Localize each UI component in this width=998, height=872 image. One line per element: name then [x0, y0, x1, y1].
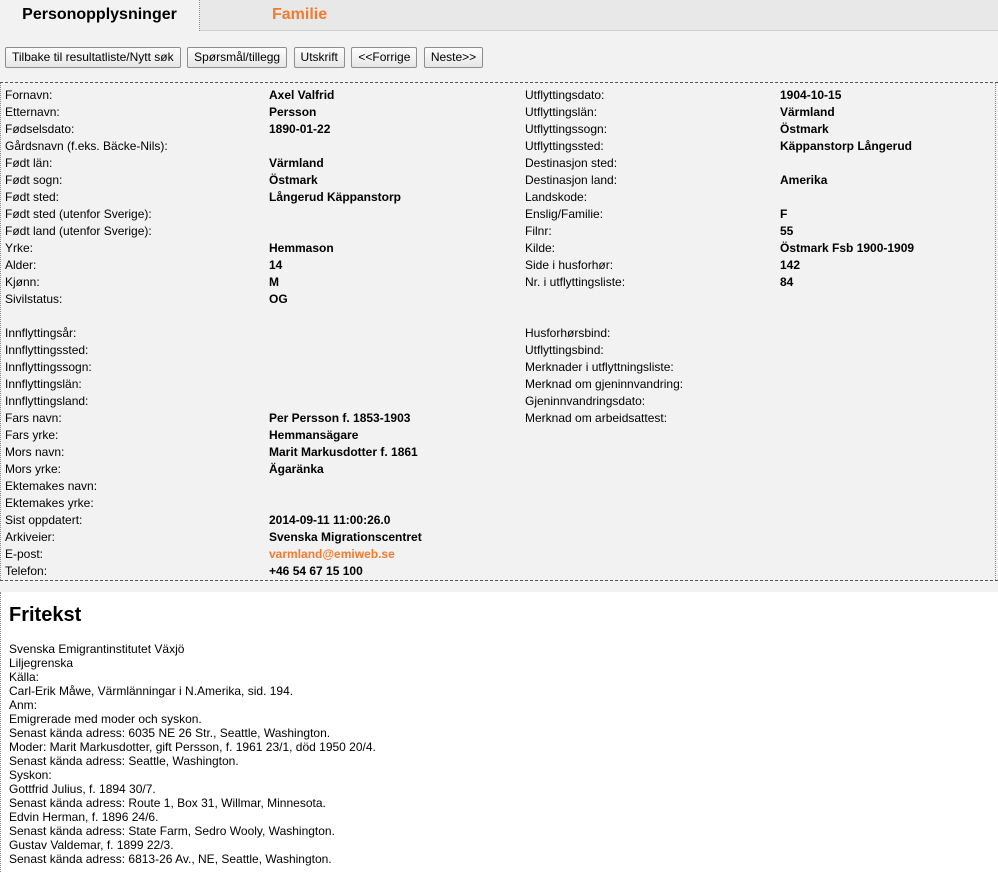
fritekst-line: Moder: Marit Markusdotter, gift Persson, f. 1961 23/1, död 1950 20/4. [9, 740, 376, 754]
field-label: Innflyttingsland: [5, 394, 89, 408]
field-row [5, 495, 529, 512]
fritekst-line: Senast kända adress: 6035 NE 26 Str., Seattle, Washington. [9, 726, 331, 740]
field-label: Destinasjon sted: [525, 156, 618, 170]
field-label: Kjønn: [5, 275, 40, 289]
field-label: Enslig/Familie: [525, 207, 604, 221]
fritekst-title: Fritekst [9, 604, 82, 626]
field-value: Per Persson f. 1853-1903 [269, 411, 411, 425]
field-label: Nr. i utflyttingsliste: [525, 275, 626, 289]
field-row [525, 155, 998, 172]
field-label: Født sted (utenfor Sverige): [5, 207, 152, 221]
field-row [5, 223, 529, 240]
field-value: Marit Markusdotter f. 1861 [269, 445, 418, 459]
field-row [5, 359, 529, 376]
field-row [5, 138, 529, 155]
fritekst-line: Svenska Emigrantinstitutet Växjö [9, 642, 185, 656]
tab-personopplysninger[interactable]: Personopplysninger [0, 0, 200, 31]
field-label: Født sogn: [5, 173, 63, 187]
field-value: Ägaränka [269, 462, 324, 476]
field-row [525, 376, 998, 393]
field-label: Innflyttingssted: [5, 343, 89, 357]
field-value: 55 [780, 224, 794, 238]
field-row [5, 104, 529, 121]
field-label: Fødselsdato: [5, 122, 75, 136]
field-row [5, 172, 529, 189]
field-value: Hemmason [269, 241, 334, 255]
field-label: Innflyttingsår: [5, 326, 77, 340]
field-row [525, 223, 998, 240]
divider-top [0, 82, 998, 83]
field-label: Født sted: [5, 190, 60, 204]
field-label: Utflyttingslän: [525, 105, 598, 119]
field-value: Persson [269, 105, 317, 119]
field-row [5, 257, 529, 274]
question-addition-button[interactable]: Spørsmål/tillegg [187, 47, 287, 68]
fritekst-line: Anm: [9, 698, 38, 712]
field-label: Alder: [5, 258, 37, 272]
fritekst-line: Senast kända adress: State Farm, Sedro Wooly, Washington. [9, 824, 335, 838]
field-label: Utflyttingsdato: [525, 88, 605, 102]
field-label: Gårdsnavn (f.eks. Bäcke-Nils): [5, 139, 168, 153]
field-value: Långerud Käppanstorp [269, 190, 402, 204]
field-row [5, 87, 529, 104]
field-row [5, 444, 529, 461]
divider-left [0, 83, 1, 580]
field-row [525, 393, 998, 410]
field-label: Telefon: [5, 564, 48, 578]
field-row [525, 138, 998, 155]
field-label: Utflyttingssted: [525, 139, 604, 153]
field-row [525, 206, 998, 223]
fritekst-line: Emigrerade med moder och syskon. [9, 712, 202, 726]
field-value: Käppanstorp Långerud [780, 139, 913, 153]
field-label: Yrke: [5, 241, 34, 255]
field-label: Innflyttingssogn: [5, 360, 92, 374]
field-row [5, 240, 529, 257]
email-link[interactable]: varmland@emiweb.se [269, 547, 395, 561]
field-value: 2014-09-11 11:00:26.0 [269, 513, 391, 527]
field-value: Östmark [269, 173, 318, 187]
field-label: Merknad om gjeninnvandring: [525, 377, 684, 391]
divider-bottom [0, 580, 998, 581]
field-label: Husforhørsbind: [525, 326, 611, 340]
field-label: Mors yrke: [5, 462, 62, 476]
field-value: Värmland [269, 156, 324, 170]
back-to-results-button[interactable]: Tilbake til resultatliste/Nytt søk [5, 47, 181, 68]
field-label: Ektemakes yrke: [5, 496, 94, 510]
field-row [5, 529, 529, 546]
field-row [5, 291, 529, 308]
field-label: Side i husforhør: [525, 258, 614, 272]
field-label: Merknader i utflyttningsliste: [525, 360, 674, 374]
tab-bar [0, 0, 998, 31]
field-row [5, 189, 529, 206]
field-label: E-post: [5, 547, 44, 561]
field-value: Amerika [780, 173, 828, 187]
field-value: Värmland [780, 105, 835, 119]
fritekst-line: Liljegrenska [9, 656, 74, 670]
next-button[interactable]: Neste>> [424, 47, 483, 68]
field-value: 84 [780, 275, 794, 289]
field-value: 1890-01-22 [269, 122, 331, 136]
field-row [525, 359, 998, 376]
field-label: Født land (utenfor Sverige): [5, 224, 152, 238]
field-row [5, 393, 529, 410]
field-label: Kilde: [525, 241, 556, 255]
field-value: M [269, 275, 279, 289]
fritekst-line: Edvin Herman, f. 1896 24/6. [9, 810, 159, 824]
field-value: 1904-10-15 [780, 88, 842, 102]
field-row [5, 478, 529, 495]
toolbar [5, 47, 485, 68]
fritekst-line: Syskon: [9, 768, 52, 782]
field-value: +46 54 67 15 100 [269, 564, 363, 578]
field-label: Mors navn: [5, 445, 65, 459]
field-label: Utflyttingsbind: [525, 343, 604, 357]
field-row [5, 376, 529, 393]
field-row [525, 291, 998, 308]
field-value: 142 [780, 258, 801, 272]
field-label: Født län: [5, 156, 53, 170]
print-button[interactable]: Utskrift [294, 47, 345, 68]
field-label: Innflyttingslän: [5, 377, 82, 391]
field-value: F [780, 207, 788, 221]
field-label: Utflyttingssogn: [525, 122, 608, 136]
field-row [525, 410, 998, 427]
field-row [525, 189, 998, 206]
field-label: Landskode: [525, 190, 588, 204]
fritekst-line: Källa: [9, 670, 40, 684]
field-row [5, 274, 529, 291]
field-row [525, 121, 998, 138]
field-row [5, 512, 529, 529]
field-row [525, 172, 998, 189]
tab-familie[interactable]: Familie [272, 6, 328, 23]
field-label: Sivilstatus: [5, 292, 63, 306]
field-row [5, 342, 529, 359]
field-row [5, 308, 529, 325]
fritekst-line: Senast kända adress: 6813-26 Av., NE, Seattle, Washington. [9, 852, 332, 866]
field-value: Östmark Fsb 1900-1909 [780, 241, 915, 255]
field-value: Svenska Migrationscentret [269, 530, 422, 544]
fritekst-line: Gottfrid Julius, f. 1894 30/7. [9, 782, 156, 796]
field-label: Arkiveier: [5, 530, 56, 544]
field-value: Hemmansägare [269, 428, 359, 442]
fritekst-text [9, 642, 376, 866]
fritekst-line: Senast kända adress: Seattle, Washington. [9, 754, 239, 768]
field-row [5, 563, 529, 580]
field-row [5, 546, 529, 563]
field-label: Gjeninnvandringsdato: [525, 394, 646, 408]
field-label: Sist oppdatert: [5, 513, 83, 527]
fritekst-line: Senast kända adress: Route 1, Box 31, Willmar, Minnesota. [9, 796, 326, 810]
field-row [525, 325, 998, 342]
field-row [5, 325, 529, 342]
field-row [5, 410, 529, 427]
field-row [5, 427, 529, 444]
field-label: Fornavn: [5, 88, 53, 102]
field-label: Etternavn: [5, 105, 60, 119]
field-row [525, 342, 998, 359]
fritekst-line: Carl-Erik Måwe, Värmlänningar i N.Amerika, sid. 194. [9, 684, 294, 698]
field-label: Destinasjon land: [525, 173, 618, 187]
field-row [525, 274, 998, 291]
field-row [525, 308, 998, 325]
field-value: Östmark [780, 122, 829, 136]
field-row [5, 206, 529, 223]
field-value: Axel Valfrid [269, 88, 335, 102]
field-label: Merknad om arbeidsattest: [525, 411, 668, 425]
field-row [525, 104, 998, 121]
field-label: Fars yrke: [5, 428, 59, 442]
field-row [525, 257, 998, 274]
field-value: OG [269, 292, 288, 306]
fritekst-line: Gustav Valdemar, f. 1899 22/3. [9, 838, 174, 852]
field-label: Fars navn: [5, 411, 62, 425]
previous-button[interactable]: <<Forrige [351, 47, 417, 68]
field-row [5, 155, 529, 172]
field-label: Filnr: [525, 224, 552, 238]
field-row [525, 87, 998, 104]
field-row [5, 461, 529, 478]
field-value: 14 [269, 258, 283, 272]
field-row [5, 121, 529, 138]
field-label: Ektemakes navn: [5, 479, 98, 493]
field-row [525, 240, 998, 257]
